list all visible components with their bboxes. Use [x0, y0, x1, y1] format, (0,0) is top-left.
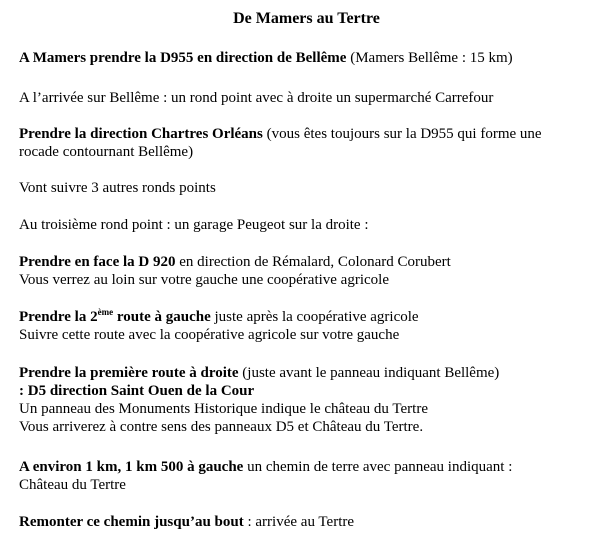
- line: Au troisième rond point : un garage Peugeot sur la droite :: [19, 217, 369, 233]
- note: (vous êtes toujours sur la D955 qui forme une: [262, 126, 542, 142]
- line: [19, 458, 589, 476]
- paragraph-deuxieme-route: [19, 308, 589, 344]
- paragraph-troisieme-rond-point: [19, 216, 589, 234]
- line: Château du Tertre: [19, 477, 126, 493]
- line: Vous verrez au loin sur votre gauche une coopérative agricole: [19, 272, 389, 288]
- line: Vont suivre 3 autres ronds points: [19, 180, 216, 196]
- paragraph-chemin-de-terre: [19, 458, 589, 494]
- line: [19, 364, 589, 382]
- line: Vous arriverez à contre sens des panneaux D5 et Château du Tertre.: [19, 419, 424, 435]
- note: juste après la coopérative agricole: [210, 309, 419, 325]
- paragraph-ronds-points: [19, 179, 589, 197]
- line: rocade contournant Bellême): [19, 144, 194, 160]
- bold-instruction: A environ 1 km, 1 km 500 à gauche: [19, 459, 244, 475]
- note: (juste avant le panneau indiquant Bellême): [238, 365, 500, 381]
- bold-text: route à gauche: [113, 309, 211, 325]
- bold-text: Prendre la 2: [19, 309, 98, 325]
- bold-instruction: Prendre en face la D 920: [19, 254, 176, 270]
- line: [19, 49, 589, 67]
- line: A l’arrivée sur Bellême : un rond point avec à droite un supermarché Carrefour: [19, 90, 494, 106]
- line: [19, 308, 589, 326]
- bold-instruction: Prendre la direction Chartres Orléans: [19, 126, 263, 142]
- paragraph-premiere-route-droite: [19, 364, 589, 436]
- note: : arrivée au Tertre: [243, 514, 355, 530]
- ordinal-superscript: ème: [97, 307, 114, 317]
- bold-instruction: Prendre la première route à droite: [19, 365, 239, 381]
- line: [19, 513, 589, 531]
- line: Suivre cette route avec la coopérative agricole sur votre gauche: [19, 327, 400, 343]
- line: [19, 382, 589, 400]
- note: (Mamers Bellême : 15 km): [346, 50, 513, 66]
- paragraph-arrivee-belleme: [19, 89, 589, 107]
- line: [19, 125, 589, 143]
- bold-instruction: [19, 309, 211, 325]
- paragraph-chartres-orleans: [19, 125, 589, 161]
- note: un chemin de terre avec panneau indiquant :: [243, 459, 513, 475]
- paragraph-d920: [19, 253, 589, 289]
- paragraph-arrivee-tertre: [19, 513, 589, 531]
- bold-instruction: A Mamers prendre la D955 en direction de Bellême: [19, 50, 347, 66]
- line: Un panneau des Monuments Historique indique le château du Tertre: [19, 401, 428, 417]
- line: [19, 253, 589, 271]
- page-title: De Mamers au Tertre: [233, 10, 380, 27]
- note: en direction de Rémalard, Colonard Corubert: [175, 254, 451, 270]
- bold-instruction: : D5 direction Saint Ouen de la Cour: [19, 383, 255, 399]
- paragraph-mamers-d955: [19, 49, 589, 67]
- bold-instruction: Remonter ce chemin jusqu’au bout: [19, 514, 244, 530]
